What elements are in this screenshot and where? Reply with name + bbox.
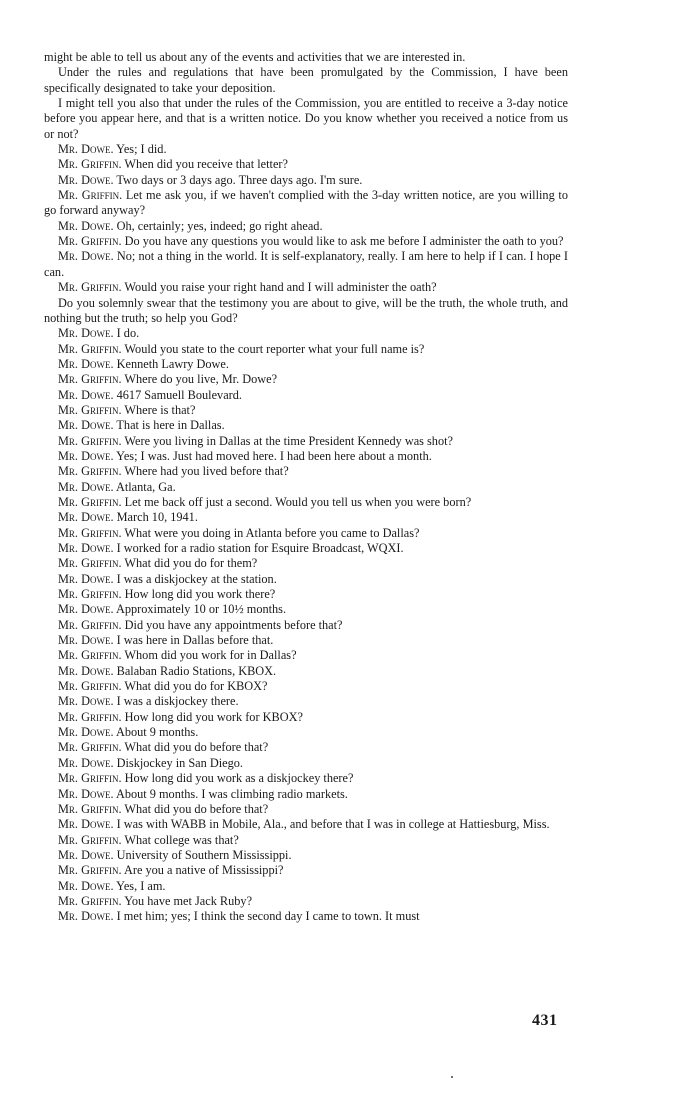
- paragraph-text: How long did you work as a diskjockey there?: [124, 771, 354, 786]
- speaker-name: Mr. Dowe.: [58, 878, 114, 893]
- speaker-name: Mr. Griffin.: [58, 402, 122, 417]
- transcript-paragraph: [44, 480, 568, 495]
- paragraph-text: Yes; I was. Just had moved here. I had been here about a month.: [116, 448, 432, 463]
- transcript-paragraph: [44, 725, 568, 740]
- transcript-paragraph: [44, 96, 568, 142]
- transcript-paragraph: [44, 618, 568, 633]
- transcript-paragraph: [44, 556, 568, 571]
- paragraph-text: Whom did you work for in Dallas?: [124, 648, 297, 663]
- speaker-name: Mr. Dowe.: [58, 786, 114, 801]
- speaker-name: Mr. Dowe.: [58, 755, 114, 770]
- paragraph-text: Where had you lived before that?: [124, 464, 289, 479]
- speaker-name: Mr. Dowe.: [58, 387, 114, 402]
- speaker-name: Mr. Dowe.: [58, 356, 114, 371]
- paragraph-text: What did you do before that?: [124, 740, 269, 755]
- paragraph-text: Are you a native of Mississippi?: [123, 863, 284, 878]
- speaker-name: Mr. Griffin.: [58, 280, 122, 295]
- print-speck: [451, 1076, 453, 1078]
- speaker-name: Mr. Griffin.: [58, 832, 122, 847]
- speaker-name: Mr. Griffin.: [58, 709, 122, 724]
- paragraph-text: What did you do before that?: [124, 801, 269, 816]
- paragraph-text: I was a diskjockey at the station.: [116, 571, 277, 586]
- speaker-name: Mr. Dowe.: [58, 817, 114, 832]
- speaker-name: Mr. Dowe.: [58, 418, 114, 433]
- speaker-name: Mr. Griffin.: [58, 341, 122, 356]
- transcript-paragraph: [44, 633, 568, 648]
- transcript-paragraph: [44, 541, 568, 556]
- paragraph-text: Approximately 10 or 10½ months.: [115, 602, 287, 617]
- transcript-paragraph: [44, 817, 568, 832]
- transcript-paragraph: [44, 602, 568, 617]
- speaker-name: Mr. Griffin.: [58, 617, 122, 632]
- page-number: 431: [532, 1012, 558, 1029]
- transcript-paragraph: [44, 879, 568, 894]
- paragraph-text: What did you do for KBOX?: [124, 679, 268, 694]
- paragraph-text: How long did you work for KBOX?: [124, 709, 303, 724]
- speaker-name: Mr. Griffin.: [58, 157, 122, 172]
- paragraph-text: Oh, certainly; yes, indeed; go right ahead.: [116, 218, 323, 233]
- transcript-paragraph: [44, 710, 568, 725]
- paragraph-text: About 9 months. I was climbing radio markets.: [115, 786, 348, 801]
- paragraph-text: Were you living in Dallas at the time President Kennedy was shot?: [124, 433, 453, 448]
- speaker-name: Mr. Griffin.: [58, 863, 122, 878]
- transcript-paragraph: [44, 418, 568, 433]
- transcript-paragraph: [44, 894, 568, 909]
- speaker-name: Mr. Griffin.: [58, 372, 122, 387]
- speaker-name: Mr. Griffin.: [58, 234, 122, 249]
- speaker-name: Mr. Dowe.: [58, 663, 114, 678]
- paragraph-text: Did you have any appointments before that?: [124, 617, 343, 632]
- speaker-name: Mr. Griffin.: [58, 556, 122, 571]
- paragraph-text: might be able to tell us about any of the events and activities that we are interested in.: [44, 50, 466, 64]
- transcript-paragraph: [44, 342, 568, 357]
- speaker-name: Mr. Dowe.: [58, 479, 114, 494]
- paragraph-text: March 10, 1941.: [116, 510, 198, 525]
- speaker-name: Mr. Griffin.: [58, 433, 122, 448]
- transcript-paragraph: [44, 65, 568, 96]
- speaker-name: Mr. Dowe.: [58, 172, 114, 187]
- transcript-paragraph: [44, 357, 568, 372]
- paragraph-text: Let me ask you, if we haven't complied with the 3-day written notice, are you willing to go forward anyway?: [44, 188, 568, 218]
- transcript-paragraph: [44, 173, 568, 188]
- speaker-name: Mr. Dowe.: [58, 602, 114, 617]
- transcript-paragraph: [44, 495, 568, 510]
- speaker-name: Mr. Dowe.: [58, 633, 114, 648]
- speaker-name: Mr. Griffin.: [58, 464, 122, 479]
- paragraph-text: Yes, I am.: [116, 878, 166, 893]
- paragraph-text: Would you raise your right hand and I will administer the oath?: [124, 280, 437, 295]
- transcript-paragraph: [44, 219, 568, 234]
- transcript-paragraph: [44, 50, 568, 65]
- speaker-name: Mr. Griffin.: [58, 648, 122, 663]
- speaker-name: Mr. Griffin.: [58, 587, 122, 602]
- transcript-paragraph: [44, 296, 568, 327]
- paragraph-text: I met him; yes; I think the second day I came to town. It must: [116, 909, 420, 924]
- speaker-name: Mr. Dowe.: [58, 541, 114, 555]
- transcript-paragraph: [44, 403, 568, 418]
- transcript-paragraph: [44, 510, 568, 525]
- paragraph-text: What did you do for them?: [124, 556, 258, 571]
- transcript-paragraph: [44, 648, 568, 663]
- paragraph-text: How long did you work there?: [124, 587, 276, 602]
- paragraph-text: Diskjockey in San Diego.: [116, 755, 243, 770]
- speaker-name: Mr. Dowe.: [58, 218, 114, 233]
- paragraph-text: When did you receive that letter?: [124, 157, 288, 172]
- transcript-paragraph: [44, 909, 568, 924]
- transcript-paragraph: [44, 188, 568, 219]
- paragraph-text: I do.: [116, 326, 140, 341]
- transcript-paragraph: [44, 679, 568, 694]
- transcript-paragraph: [44, 572, 568, 587]
- paragraph-text: 4617 Samuell Boulevard.: [116, 387, 242, 402]
- transcript-paragraph: [44, 587, 568, 602]
- transcript-paragraph: [44, 802, 568, 817]
- paragraph-text: What were you doing in Atlanta before you came to Dallas?: [124, 525, 420, 540]
- paragraph-text: University of Southern Mississippi.: [116, 847, 292, 862]
- transcript-paragraph: [44, 740, 568, 755]
- speaker-name: Mr. Dowe.: [58, 725, 114, 740]
- paragraph-text: I was here in Dallas before that.: [116, 633, 274, 648]
- paragraph-text: I was a diskjockey there.: [116, 694, 239, 709]
- transcript-text: [44, 50, 568, 925]
- speaker-name: Mr. Dowe.: [58, 448, 114, 463]
- transcript-paragraph: [44, 280, 568, 295]
- paragraph-text: What college was that?: [124, 832, 239, 847]
- paragraph-text: Would you state to the court reporter what your full name is?: [124, 341, 425, 356]
- transcript-paragraph: [44, 388, 568, 403]
- speaker-name: Mr. Griffin.: [58, 771, 122, 786]
- speaker-name: Mr. Dowe.: [58, 694, 114, 709]
- transcript-paragraph: [44, 833, 568, 848]
- paragraph-text: About 9 months.: [115, 725, 199, 740]
- transcript-paragraph: [44, 664, 568, 679]
- paragraph-text: Yes; I did.: [116, 142, 167, 157]
- paragraph-text: Where is that?: [124, 402, 196, 417]
- paragraph-text: Atlanta, Ga.: [115, 479, 176, 494]
- transcript-paragraph: [44, 449, 568, 464]
- speaker-name: Mr. Dowe.: [58, 847, 114, 862]
- transcript-paragraph: [44, 464, 568, 479]
- speaker-name: Mr. Dowe.: [58, 571, 114, 586]
- paragraph-text: Do you have any questions you would like to ask me before I administer the oath to you?: [124, 234, 564, 249]
- transcript-paragraph: [44, 848, 568, 863]
- speaker-name: Mr. Griffin.: [58, 494, 122, 509]
- transcript-paragraph: [44, 756, 568, 771]
- paragraph-text: No; not a thing in the world. It is self-explanatory, really. I am here to help if I can. I hope I can.: [44, 249, 568, 279]
- paragraph-text: I might tell you also that under the rules of the Commission, you are entitled to receive a 3-day notice before you appear here, and that is a written notice. Do you know whether you received a notice from us or not?: [44, 96, 568, 141]
- transcript-paragraph: [44, 157, 568, 172]
- transcript-paragraph: [44, 771, 568, 786]
- paragraph-text: Kenneth Lawry Dowe.: [116, 356, 229, 371]
- transcript-paragraph: [44, 372, 568, 387]
- transcript-paragraph: [44, 863, 568, 878]
- paragraph-text: You have met Jack Ruby?: [124, 893, 253, 908]
- transcript-paragraph: [44, 434, 568, 449]
- speaker-name: Mr. Griffin.: [58, 188, 123, 203]
- speaker-name: Mr. Dowe.: [58, 249, 114, 264]
- speaker-name: Mr. Griffin.: [58, 525, 122, 540]
- paragraph-text: That is here in Dallas.: [116, 418, 225, 433]
- transcript-paragraph: [44, 694, 568, 709]
- transcript-paragraph: [44, 787, 568, 802]
- speaker-name: Mr. Griffin.: [58, 740, 122, 755]
- paragraph-text: Do you solemnly swear that the testimony you are about to give, will be the truth, the whole truth, and nothing but the truth; so help you God?: [44, 295, 568, 325]
- speaker-name: Mr. Griffin.: [58, 893, 122, 908]
- paragraph-text: Under the rules and regulations that have been promulgated by the Commission, I have been specifically designated to take your deposition.: [44, 65, 568, 95]
- speaker-name: Mr. Dowe.: [58, 326, 114, 341]
- transcript-paragraph: [44, 249, 568, 280]
- transcript-paragraph: [44, 326, 568, 341]
- speaker-name: Mr. Griffin.: [58, 801, 122, 816]
- paragraph-text: Balaban Radio Stations, KBOX.: [116, 663, 277, 678]
- paragraph-text: Where do you live, Mr. Dowe?: [124, 372, 278, 387]
- paragraph-text: I worked for a radio station for Esquire Broadcast, WQXI.: [116, 541, 404, 555]
- speaker-name: Mr. Dowe.: [58, 142, 114, 157]
- speaker-name: Mr. Griffin.: [58, 679, 122, 694]
- transcript-paragraph: [44, 234, 568, 249]
- paragraph-text: Two days or 3 days ago. Three days ago. I'm sure.: [116, 172, 363, 187]
- paragraph-text: Let me back off just a second. Would you tell us when you were born?: [124, 494, 472, 509]
- paragraph-text: I was with WABB in Mobile, Ala., and before that I was in college at Hattiesburg, Miss.: [116, 817, 550, 832]
- speaker-name: Mr. Dowe.: [58, 510, 114, 525]
- transcript-paragraph: [44, 142, 568, 157]
- transcript-paragraph: [44, 526, 568, 541]
- speaker-name: Mr. Dowe.: [58, 909, 114, 924]
